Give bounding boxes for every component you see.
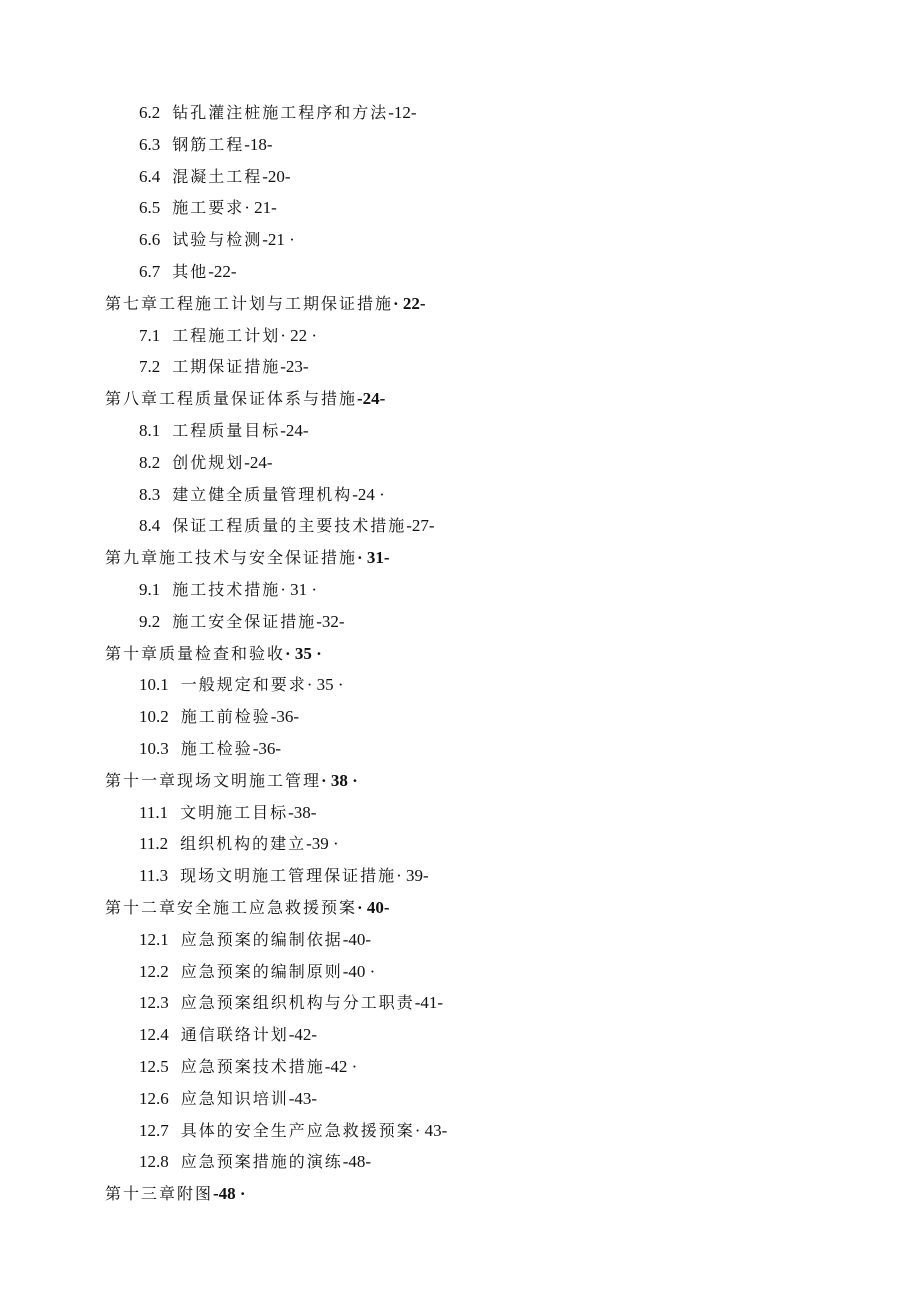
section-number: 12.5 xyxy=(139,1056,169,1076)
section-title: 施工检验 xyxy=(180,738,253,758)
section-number: 11.1 xyxy=(139,802,169,822)
chapter-title: 第十二章安全施工应急救援预案 xyxy=(105,897,358,917)
page-number: -40- xyxy=(342,929,372,949)
section-number: 10.1 xyxy=(139,675,169,695)
section-title: 施工技术措施 xyxy=(172,579,281,599)
toc-section-8-3[interactable] xyxy=(0,479,920,511)
page-number: -38- xyxy=(288,802,317,822)
section-number: 8.2 xyxy=(139,452,161,472)
page-number: -36- xyxy=(252,738,282,758)
page-number: -20- xyxy=(262,166,291,186)
section-number: 6.4 xyxy=(139,166,161,186)
section-number: 12.7 xyxy=(139,1120,169,1140)
section-number: 8.3 xyxy=(139,484,161,504)
page-number: -41- xyxy=(414,993,444,1013)
toc-section-11-1[interactable] xyxy=(0,797,920,829)
toc-section-7-2[interactable] xyxy=(0,351,920,383)
page-number: · 35 · xyxy=(285,643,322,663)
section-title: 通信联络计划 xyxy=(180,1025,289,1045)
section-number: 6.6 xyxy=(139,230,161,250)
section-title: 钢筋工程 xyxy=(172,134,245,154)
section-title: 应急预案组织机构与分工职责 xyxy=(180,993,415,1013)
section-title: 现场文明施工管理保证措施 xyxy=(180,866,397,886)
section-number: 9.2 xyxy=(139,611,161,631)
page-number: -24- xyxy=(280,420,309,440)
toc-section-12-8[interactable] xyxy=(0,1146,920,1178)
section-title: 应急预案的编制原则 xyxy=(180,961,343,981)
section-title: 其他 xyxy=(172,261,209,281)
page-number: -48 · xyxy=(213,1184,246,1204)
section-title: 工程质量目标 xyxy=(172,420,281,440)
section-title: 工期保证措施 xyxy=(172,357,281,377)
section-title: 应急预案措施的演练 xyxy=(180,1152,343,1172)
section-title: 应急预案技术措施 xyxy=(180,1056,325,1076)
section-number: 7.1 xyxy=(139,325,161,345)
section-title: 试验与检测 xyxy=(172,230,263,250)
toc-section-11-2[interactable] xyxy=(0,828,920,860)
section-number: 12.8 xyxy=(139,1152,169,1172)
page-number: · 22 · xyxy=(280,325,318,345)
page-number: -24 · xyxy=(352,484,385,504)
section-number: 6.5 xyxy=(139,198,161,218)
toc-section-9-2[interactable] xyxy=(0,606,920,638)
toc-section-12-7[interactable] xyxy=(0,1115,920,1147)
toc-section-7-1[interactable] xyxy=(0,320,920,352)
page-number: -22- xyxy=(208,261,237,281)
toc-section-8-2[interactable] xyxy=(0,447,920,479)
page-number: · 40- xyxy=(357,897,390,917)
toc-section-9-1[interactable] xyxy=(0,574,920,606)
page-number: · 31 · xyxy=(280,579,318,599)
section-number: 8.4 xyxy=(139,516,161,536)
page-number: -23- xyxy=(280,357,309,377)
section-number: 6.2 xyxy=(139,103,161,122)
toc-chapter-11[interactable] xyxy=(0,765,920,797)
page-number: -42 · xyxy=(324,1056,358,1076)
section-number: 11.3 xyxy=(139,866,169,886)
section-title: 施工安全保证措施 xyxy=(172,611,317,631)
toc-chapter-12[interactable] xyxy=(0,892,920,924)
page-number: · 38 · xyxy=(321,770,358,790)
section-title: 工程施工计划 xyxy=(172,325,281,345)
page-number: -40 · xyxy=(342,961,376,981)
section-number: 9.1 xyxy=(139,579,161,599)
toc-chapter-7[interactable] xyxy=(0,288,920,320)
section-number: 12.3 xyxy=(139,993,169,1013)
section-title: 一般规定和要求 xyxy=(180,675,307,695)
section-title: 应急知识培训 xyxy=(180,1088,289,1108)
section-title: 文明施工目标 xyxy=(180,802,289,822)
section-number: 6.7 xyxy=(139,261,161,281)
toc-section-8-1[interactable] xyxy=(0,415,920,447)
page-number: -21 · xyxy=(262,230,295,250)
section-number: 10.3 xyxy=(139,738,169,758)
toc-section-8-4[interactable] xyxy=(0,510,920,542)
toc-chapter-13[interactable] xyxy=(0,1178,920,1210)
toc-section-10-2[interactable] xyxy=(0,701,920,733)
page-number: · 43- xyxy=(414,1120,448,1140)
section-title: 保证工程质量的主要技术措施 xyxy=(172,516,407,536)
section-number: 6.3 xyxy=(139,134,161,154)
page-number: · 39- xyxy=(396,866,429,886)
toc-section-6-7[interactable] xyxy=(0,256,920,288)
section-number: 12.4 xyxy=(139,1025,169,1045)
toc-section-11-3[interactable] xyxy=(0,860,920,892)
page-number: -18- xyxy=(244,134,273,154)
page-number: -12- xyxy=(388,103,417,122)
toc-section-12-5[interactable] xyxy=(0,1051,920,1083)
chapter-title: 第十三章附图 xyxy=(105,1184,214,1204)
section-number: 12.2 xyxy=(139,961,169,981)
section-title: 建立健全质量管理机构 xyxy=(172,484,353,504)
section-title: 创优规划 xyxy=(172,452,245,472)
page-number: -39 · xyxy=(306,834,339,854)
page-number: -43- xyxy=(288,1088,318,1108)
section-title: 施工要求 xyxy=(172,198,245,218)
section-title: 混凝土工程 xyxy=(172,166,263,186)
chapter-title: 第十一章现场文明施工管理 xyxy=(105,770,322,790)
chapter-title: 第十章质量检查和验收 xyxy=(105,643,286,663)
toc-section-6-2[interactable] xyxy=(0,97,920,129)
chapter-title: 第七章工程施工计划与工期保证措施 xyxy=(105,293,394,313)
section-title: 应急预案的编制依据 xyxy=(180,929,343,949)
page-number: -32- xyxy=(316,611,345,631)
page-number: -42- xyxy=(288,1025,318,1045)
toc-section-10-3[interactable] xyxy=(0,733,920,765)
section-number: 7.2 xyxy=(139,357,161,377)
page-number: · 22- xyxy=(393,293,426,313)
section-title: 组织机构的建立 xyxy=(180,834,307,854)
page-number: -24- xyxy=(244,452,273,472)
page-number: · 35 · xyxy=(306,675,344,695)
toc-section-12-2[interactable] xyxy=(0,956,920,988)
section-title: 施工前检验 xyxy=(180,707,271,727)
chapter-title: 第八章工程质量保证体系与措施 xyxy=(105,389,358,409)
chapter-title: 第九章施工技术与安全保证措施 xyxy=(105,548,358,568)
section-number: 12.1 xyxy=(139,929,169,949)
section-number: 8.1 xyxy=(139,420,161,440)
toc-section-6-6[interactable] xyxy=(0,224,920,256)
toc-section-12-1[interactable] xyxy=(0,924,920,956)
toc-section-10-1[interactable] xyxy=(0,669,920,701)
toc-section-6-4[interactable] xyxy=(0,161,920,193)
toc-section-6-3[interactable] xyxy=(0,129,920,161)
toc-chapter-10[interactable] xyxy=(0,638,920,670)
section-number: 10.2 xyxy=(139,707,169,727)
page-number: -27- xyxy=(406,516,435,536)
section-number: 11.2 xyxy=(139,834,169,854)
toc-chapter-8[interactable] xyxy=(0,383,920,415)
table-of-contents xyxy=(0,97,920,1210)
page-number: -48- xyxy=(342,1152,372,1172)
toc-section-6-5[interactable] xyxy=(0,192,920,224)
toc-section-12-6[interactable] xyxy=(0,1083,920,1115)
page-number: -36- xyxy=(270,707,300,727)
toc-section-12-3[interactable] xyxy=(0,987,920,1019)
section-title: 钻孔灌注桩施工程序和方法 xyxy=(172,103,389,122)
page-number: · 31- xyxy=(357,548,390,568)
toc-chapter-9[interactable] xyxy=(0,542,920,574)
section-number: 12.6 xyxy=(139,1088,169,1108)
page-number: -24- xyxy=(357,389,386,409)
toc-section-12-4[interactable] xyxy=(0,1019,920,1051)
section-title: 具体的安全生产应急救援预案 xyxy=(180,1120,415,1140)
page-number: · 21- xyxy=(244,198,277,218)
